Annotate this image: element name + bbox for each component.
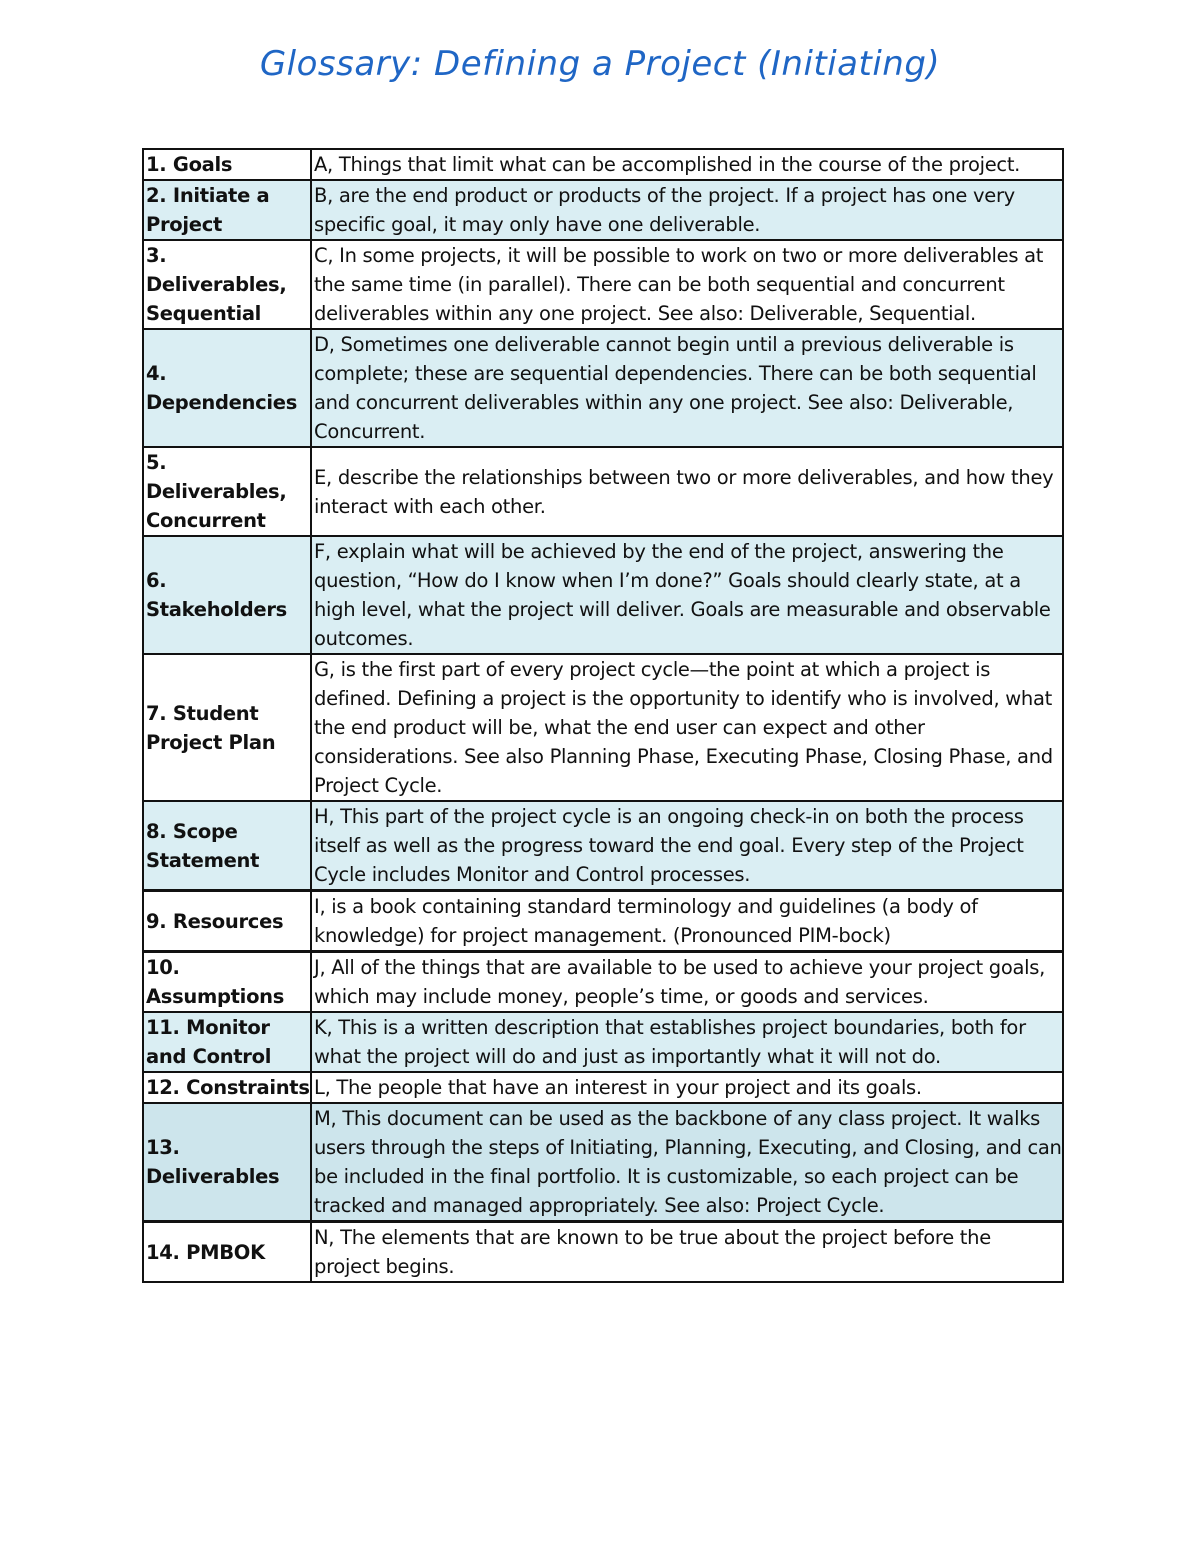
definition-cell: J, All of the things that are available to be used to achieve your project goals, which may include money, people’s time, or goods and services. xyxy=(311,952,1063,1013)
definition-cell: M, This document can be used as the backbone of any class project. It walks users through the steps of Initiating, Planning, Executing, and Closing, and can be included in the final portfolio. It is customizable, so each project can be tracked and managed appropriately. See also: Project Cycle. xyxy=(311,1103,1063,1222)
term-cell: 11. Monitor and Control xyxy=(143,1012,311,1072)
definition-cell: K, This is a written description that establishes project boundaries, both for what the project will do and just as importantly what it will not do. xyxy=(311,1012,1063,1072)
term-cell: 1. Goals xyxy=(143,149,311,180)
term-cell: 7. Student Project Plan xyxy=(143,654,311,801)
term-cell: 3. Deliverables, Sequential xyxy=(143,240,311,329)
term-cell: 12. Constraints xyxy=(143,1072,311,1103)
definition-cell: E, describe the relationships between two or more deliverables, and how they interact with each other. xyxy=(311,447,1063,536)
page-title: Glossary: Defining a Project (Initiating) xyxy=(259,44,941,84)
definition-cell: F, explain what will be achieved by the end of the project, answering the question, “How do I know when I’m done?” Goals should clearly state, at a high level, what the project will deliver. Goals are measurable and observable outcomes. xyxy=(311,536,1063,654)
term-cell: 6. Stakeholders xyxy=(143,536,311,654)
term-cell: 14. PMBOK xyxy=(143,1222,311,1283)
table-row xyxy=(143,149,1063,180)
table-row xyxy=(143,801,1063,891)
table-row xyxy=(143,654,1063,801)
definition-cell: L, The people that have an interest in your project and its goals. xyxy=(311,1072,1063,1103)
table-row xyxy=(143,329,1063,447)
term-cell: 4. Dependencies xyxy=(143,329,311,447)
term-cell: 5. Deliverables, Concurrent xyxy=(143,447,311,536)
table-row xyxy=(143,447,1063,536)
term-cell: 9. Resources xyxy=(143,891,311,952)
table-row xyxy=(143,180,1063,240)
table-row xyxy=(143,1072,1063,1103)
definition-cell: G, is the first part of every project cycle—the point at which a project is defined. Defining a project is the opportunity to identify who is involved, what the end product will be, what the end user can expect and other considerations. See also Planning Phase, Executing Phase, Closing Phase, and Project Cycle. xyxy=(311,654,1063,801)
definition-cell: C, In some projects, it will be possible to work on two or more deliverables at the same time (in parallel). There can be both sequential and concurrent deliverables within any one project. See also: Deliverable, Sequential. xyxy=(311,240,1063,329)
definition-cell: H, This part of the project cycle is an ongoing check-in on both the process itself as well as the progress toward the end goal. Every step of the Project Cycle includes Monitor and Control processes. xyxy=(311,801,1063,891)
definition-cell: I, is a book containing standard terminology and guidelines (a body of knowledge) for project management. (Pronounced PIM-bock) xyxy=(311,891,1063,952)
table-row xyxy=(143,891,1063,952)
term-cell: 10. Assumptions xyxy=(143,952,311,1013)
table-row xyxy=(143,536,1063,654)
definition-cell: N, The elements that are known to be true about the project before the project begins. xyxy=(311,1222,1063,1283)
term-cell: 2. Initiate a Project xyxy=(143,180,311,240)
table-row xyxy=(143,952,1063,1013)
term-cell: 8. Scope Statement xyxy=(143,801,311,891)
definition-cell: A, Things that limit what can be accomplished in the course of the project. xyxy=(311,149,1063,180)
definition-cell: D, Sometimes one deliverable cannot begin until a previous deliverable is complete; these are sequential dependencies. There can be both sequential and concurrent deliverables within any one project. See also: Deliverable, Concurrent. xyxy=(311,329,1063,447)
glossary-table xyxy=(142,148,1064,1283)
table-row xyxy=(143,240,1063,329)
term-cell: 13. Deliverables xyxy=(143,1103,311,1222)
definition-cell: B, are the end product or products of the project. If a project has one very specific goal, it may only have one deliverable. xyxy=(311,180,1063,240)
table-row xyxy=(143,1222,1063,1283)
table-row xyxy=(143,1012,1063,1072)
table-row xyxy=(143,1103,1063,1222)
